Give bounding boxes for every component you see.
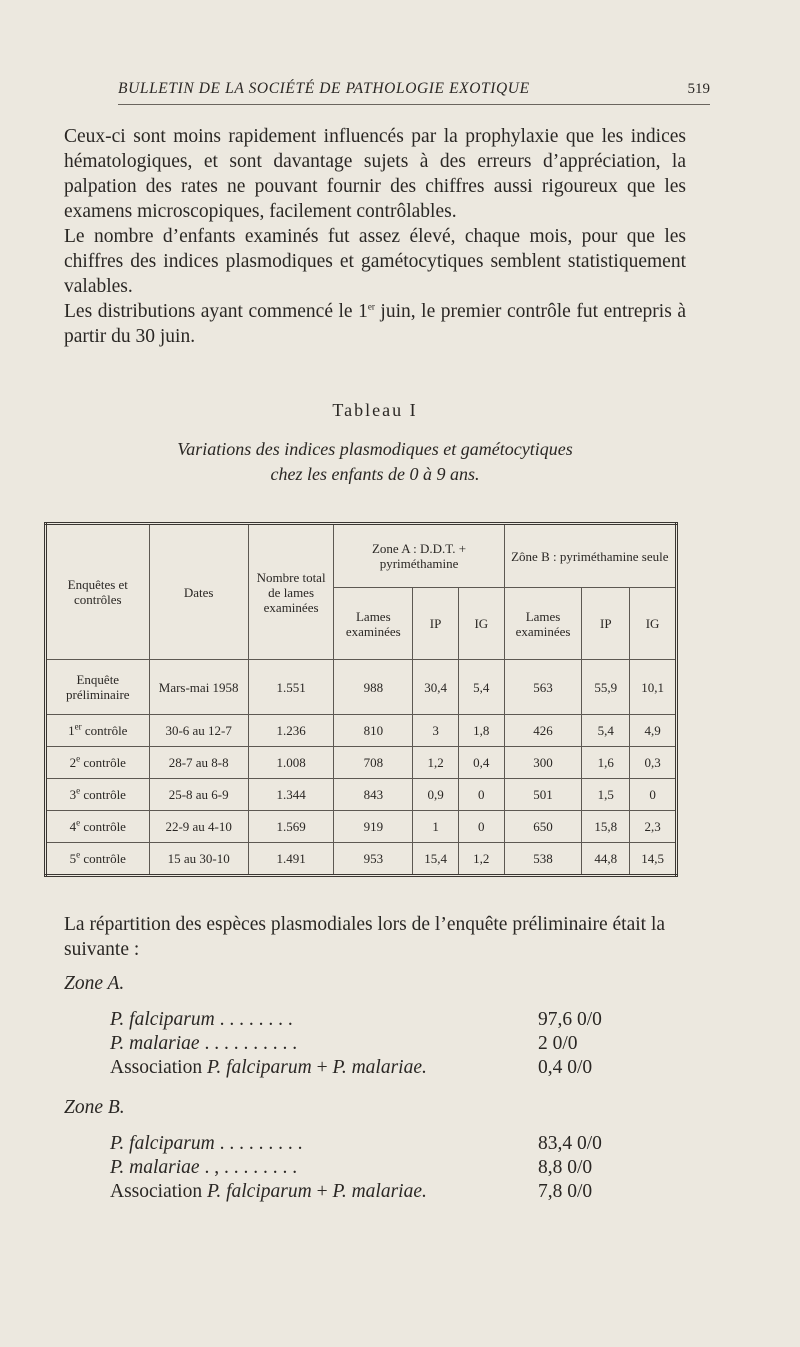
species-value: 7,8 0/0 [538, 1181, 593, 1202]
row-label: 1er contrôle [46, 715, 150, 747]
row-label: Enquête préliminaire [46, 660, 150, 715]
indices-table [44, 522, 678, 877]
zone-b-label: Zone B. [64, 1097, 125, 1118]
cell-total: 1.236 [248, 715, 334, 747]
cell-a-ig: 0 [458, 779, 504, 811]
table-title: Tableau I [332, 400, 418, 420]
col-header-dates: Dates [149, 524, 248, 660]
cell-b-ig: 14,5 [630, 843, 677, 876]
cell-b-lames: 426 [504, 715, 582, 747]
col-header-total: Nombre total de lames examinées [248, 524, 334, 660]
table-row [46, 779, 677, 811]
col-header-zone-a: Zone A : D.D.T. + pyriméthamine [334, 524, 504, 588]
species-value: 83,4 0/0 [538, 1133, 602, 1154]
cell-b-ip: 44,8 [582, 843, 630, 876]
col-header-lames-a: Lames examinées [334, 588, 413, 660]
col-header-ig-a: IG [458, 588, 504, 660]
cell-a-lames: 843 [334, 779, 413, 811]
cell-dates: 15 au 30-10 [149, 843, 248, 876]
cell-b-ip: 55,9 [582, 660, 630, 715]
col-header-ip-a: IP [413, 588, 459, 660]
col-header-zone-b: Zône B : pyriméthamine seule [504, 524, 676, 588]
species-name: P. falciparum . . . . . . . . [110, 1009, 293, 1030]
cell-b-ip: 1,5 [582, 779, 630, 811]
cell-total: 1.344 [248, 779, 334, 811]
row-label: 5e contrôle [46, 843, 150, 876]
cell-b-ig: 10,1 [630, 660, 677, 715]
paragraph-2: Le nombre d’enfants examinés fut assez élevé, chaque mois, pour que les chiffres des indices plasmodiques et gamétocytiques semblent statistiquement valables. [64, 226, 686, 297]
page-number: 519 [687, 81, 710, 97]
species-name: Association P. falciparum + P. malariae. [110, 1181, 427, 1202]
cell-a-lames: 988 [334, 660, 413, 715]
species-name: P. malariae . , . . . . . . . . [110, 1157, 298, 1178]
cell-b-ip: 1,6 [582, 747, 630, 779]
cell-b-lames: 538 [504, 843, 582, 876]
cell-dates: 22-9 au 4-10 [149, 811, 248, 843]
paragraph-3: Les distributions ayant commencé le 1er juin, le premier contrôle fut entrepris à partir du 30 juin. [64, 301, 687, 347]
cell-total: 1.491 [248, 843, 334, 876]
table-row [46, 747, 677, 779]
species-name: Association P. falciparum + P. malariae. [110, 1057, 427, 1078]
species-intro: La répartition des espèces plasmodiales lors de l’enquête préliminaire était la suivante : [64, 914, 666, 960]
cell-a-ig: 5,4 [458, 660, 504, 715]
cell-b-ig: 0 [630, 779, 677, 811]
cell-dates: 25-8 au 6-9 [149, 779, 248, 811]
species-value: 8,8 0/0 [538, 1157, 593, 1178]
cell-b-lames: 501 [504, 779, 582, 811]
col-header-ip-b: IP [582, 588, 630, 660]
row-label: 2e contrôle [46, 747, 150, 779]
cell-dates: Mars-mai 1958 [149, 660, 248, 715]
cell-a-lames: 919 [334, 811, 413, 843]
cell-a-ig: 0,4 [458, 747, 504, 779]
cell-a-ip: 1,2 [413, 747, 459, 779]
table-row [46, 715, 677, 747]
cell-a-ig: 1,2 [458, 843, 504, 876]
cell-b-lames: 563 [504, 660, 582, 715]
table-subtitle: Variations des indices plasmodiques et gamétocytiques chez les enfants de 0 à 9 ans. [177, 439, 573, 484]
cell-b-ip: 15,8 [582, 811, 630, 843]
running-header [118, 80, 710, 105]
cell-b-ip: 5,4 [582, 715, 630, 747]
cell-a-ip: 0,9 [413, 779, 459, 811]
table-row [46, 660, 677, 715]
cell-total: 1.551 [248, 660, 334, 715]
cell-a-lames: 708 [334, 747, 413, 779]
table-row [46, 843, 677, 876]
cell-a-lames: 810 [334, 715, 413, 747]
cell-a-ip: 3 [413, 715, 459, 747]
cell-b-lames: 650 [504, 811, 582, 843]
zone-a-label: Zone A. [64, 973, 125, 994]
cell-a-ip: 1 [413, 811, 459, 843]
cell-b-ig: 2,3 [630, 811, 677, 843]
paragraph-1: Ceux-ci sont moins rapidement influencés par la prophylaxie que les indices hématologiques, et sont davantage sujets à des erreurs d’appréciation, la palpation des rates ne pouvant fournir des chiffres aussi rigoureux que les examens microscopiques, facilement contrôlables. [64, 126, 686, 222]
row-label: 4e contrôle [46, 811, 150, 843]
cell-dates: 28-7 au 8-8 [149, 747, 248, 779]
species-name: P. malariae . . . . . . . . . . [110, 1033, 298, 1054]
cell-b-ig: 4,9 [630, 715, 677, 747]
cell-total: 1.569 [248, 811, 334, 843]
table-row [46, 811, 677, 843]
cell-a-ip: 30,4 [413, 660, 459, 715]
species-value: 0,4 0/0 [538, 1057, 593, 1078]
species-name: P. falciparum . . . . . . . . . [110, 1133, 303, 1154]
cell-a-ig: 0 [458, 811, 504, 843]
cell-b-ig: 0,3 [630, 747, 677, 779]
col-header-ig-b: IG [630, 588, 677, 660]
cell-a-ip: 15,4 [413, 843, 459, 876]
species-value: 2 0/0 [538, 1033, 578, 1054]
journal-title: BULLETIN DE LA SOCIÉTÉ DE PATHOLOGIE EXOTIQUE [118, 80, 530, 97]
col-header-lames-b: Lames examinées [504, 588, 582, 660]
body-paragraphs [64, 124, 686, 349]
cell-total: 1.008 [248, 747, 334, 779]
cell-a-lames: 953 [334, 843, 413, 876]
species-value: 97,6 0/0 [538, 1009, 602, 1030]
cell-a-ig: 1,8 [458, 715, 504, 747]
row-label: 3e contrôle [46, 779, 150, 811]
cell-dates: 30-6 au 12-7 [149, 715, 248, 747]
col-header-enquetes: Enquêtes et contrôles [46, 524, 150, 660]
cell-b-lames: 300 [504, 747, 582, 779]
